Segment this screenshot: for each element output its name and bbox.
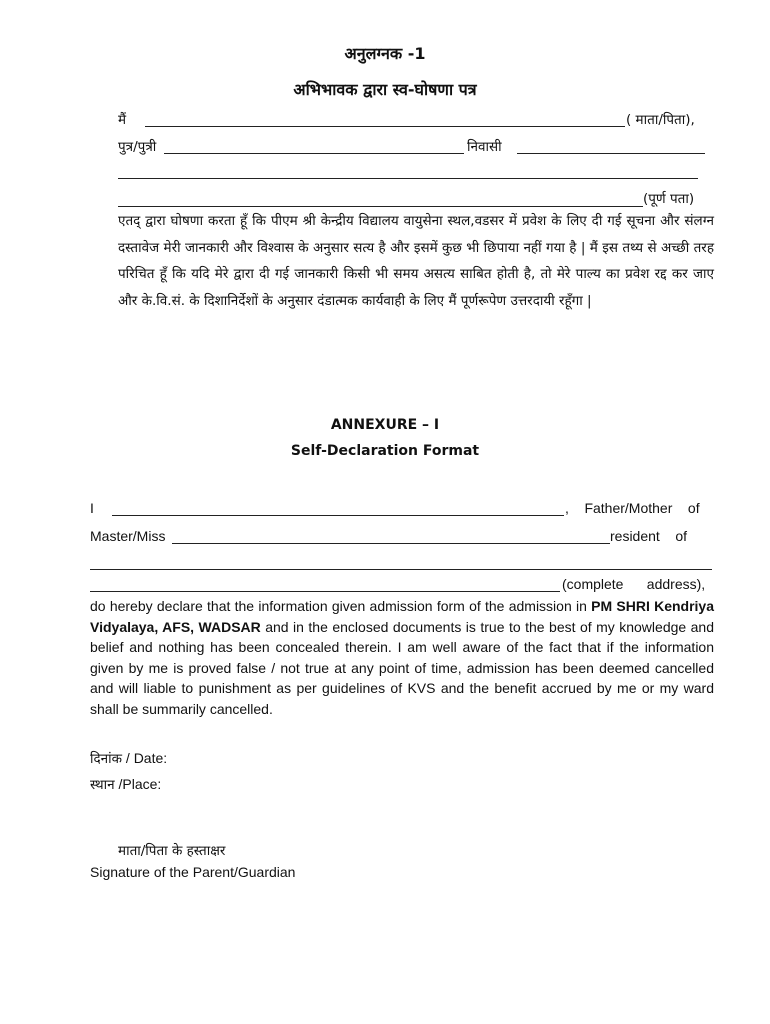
english-address-label: (complete address), <box>562 576 706 592</box>
english-annexure-title: ANNEXURE – I <box>330 417 440 433</box>
signature-label-hindi: माता/पिता के हस्ताक्षर <box>118 843 226 859</box>
english-i-label: I <box>90 500 94 516</box>
date-label-english: / Date: <box>122 750 168 766</box>
english-child-name-field[interactable] <box>172 543 610 544</box>
english-address-field-1[interactable] <box>90 569 712 570</box>
hindi-resident-label: निवासी <box>467 139 502 155</box>
hindi-child-name-field[interactable] <box>164 153 464 154</box>
english-declaration-text <box>90 596 714 719</box>
school-name: PM SHRI Kendriya Vidyalaya, AFS, WADSAR <box>90 598 714 635</box>
place-label-hindi: स्थान <box>90 777 115 793</box>
hindi-declaration-text: एतद् द्वारा घोषणा करता हूँ कि पीएम श्री केन्द्रीय विद्यालय वायुसेना स्थल,वडसर में प्रवेश के लिए दी गई सूचना और संलग्न दस्तावेज मेरी जानकारी और विश्वास के अनुसार सत्य है और इसमें कुछ भी छिपाया नहीं गया है | मैं इस तथ्य से अच्छी तरह परिचित हूँ कि यदि मेरे द्वारा दी गई जानकारी किसी भी समय असत्य साबित होती है, तो मेरे पाल्य का प्रवेश रद्द कर जाए और के.वि.सं. के दिशानिर्देशों के अनुसार दंडात्मक कार्यवाही के लिए मैं पूर्णरूपेण उत्तरदायी रहूँगा | <box>118 213 714 309</box>
hindi-address-field-1[interactable] <box>118 178 698 179</box>
hindi-child-label: पुत्र/पुत्री <box>118 139 157 155</box>
place-label-english: /Place: <box>114 776 162 792</box>
english-declaration-part1: do hereby declare that the information given admission form of the admission in <box>90 598 592 614</box>
english-declaration-part2: and in the enclosed documents is true to the best of my knowledge and belief and nothing has been concealed therein. I am well aware of the fact that if the information given by me is proved false / not true at any point of time, admission has been deemed cancelled and will liable to punishment as per guidelines of KVS and the benefit accrued by me or my ward shall be summarily cancelled. <box>90 618 714 717</box>
hindi-i-label: मैं <box>118 112 127 128</box>
hindi-full-address-label: (पूर्ण पता) <box>643 191 695 207</box>
place-row <box>90 775 161 794</box>
english-address-field-2[interactable] <box>90 591 560 592</box>
hindi-name-field[interactable] <box>145 126 625 127</box>
hindi-address-field-2[interactable] <box>118 206 643 207</box>
english-name-field[interactable] <box>112 515 564 516</box>
date-label-hindi: दिनांक <box>90 751 123 767</box>
signature-label-english: Signature of the Parent/Guardian <box>90 864 296 880</box>
date-row <box>90 749 167 768</box>
hindi-residence-field[interactable] <box>517 153 705 154</box>
english-form-title: Self-Declaration Format <box>290 443 480 459</box>
english-resident-label: resident of <box>610 528 688 544</box>
hindi-annexure-title: अनुलग्नक -1 <box>344 44 426 63</box>
english-parent-label: , Father/Mother of <box>565 500 700 516</box>
hindi-parent-label: ( माता/पिता), <box>626 112 695 128</box>
english-child-label: Master/Miss <box>90 528 166 544</box>
hindi-form-title: अभिभावक द्वारा स्व-घोषणा पत्र <box>293 80 477 99</box>
